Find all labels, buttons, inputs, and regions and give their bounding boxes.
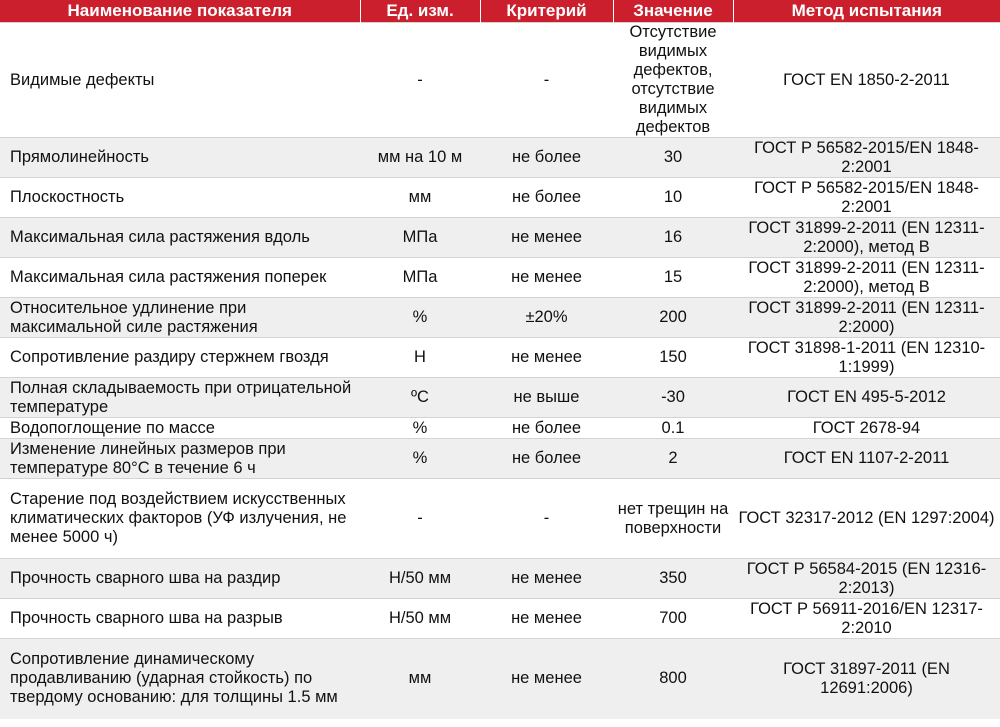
header-value: Значение [613, 0, 733, 23]
cell-name: Видимые дефекты [0, 23, 360, 138]
cell-method: ГОСТ EN 495-5-2012 [733, 378, 1000, 418]
cell-unit: мм [360, 639, 480, 719]
table-row [0, 439, 1000, 479]
cell-name: Сопротивление раздиру стержнем гвоздя [0, 338, 360, 378]
cell-value: нет трещин на поверхности [613, 479, 733, 559]
cell-criterion: не менее [480, 338, 613, 378]
cell-value: 16 [613, 218, 733, 258]
table-row [0, 178, 1000, 218]
cell-method: ГОСТ 31898-1-2011 (EN 12310-1:1999) [733, 338, 1000, 378]
cell-method: ГОСТ Р 56582-2015/EN 1848-2:2001 [733, 138, 1000, 178]
header-method: Метод испытания [733, 0, 1000, 23]
cell-value: 0.1 [613, 418, 733, 439]
table-row [0, 138, 1000, 178]
cell-name: Плоскостность [0, 178, 360, 218]
cell-name: Относительное удлинение при максимальной силе растяжения [0, 298, 360, 338]
cell-criterion: не выше [480, 378, 613, 418]
cell-value: 30 [613, 138, 733, 178]
cell-value: 15 [613, 258, 733, 298]
cell-unit: % [360, 418, 480, 439]
cell-name: Прочность сварного шва на раздир [0, 559, 360, 599]
cell-criterion: - [480, 479, 613, 559]
cell-name: Сопротивление динамическому продавливанию (ударная стойкость) по твердому основанию: для толщины 1.5 мм [0, 639, 360, 719]
cell-criterion: - [480, 23, 613, 138]
header-name: Наименование показателя [0, 0, 360, 23]
cell-unit: % [360, 298, 480, 338]
table-row [0, 418, 1000, 439]
cell-value: 10 [613, 178, 733, 218]
cell-unit: МПа [360, 258, 480, 298]
cell-name: Прочность сварного шва на разрыв [0, 599, 360, 639]
header-criterion: Критерий [480, 0, 613, 23]
cell-criterion: не менее [480, 639, 613, 719]
table-row [0, 559, 1000, 599]
table-row [0, 378, 1000, 418]
cell-method: ГОСТ 2678-94 [733, 418, 1000, 439]
cell-name: Максимальная сила растяжения вдоль [0, 218, 360, 258]
cell-criterion: ±20% [480, 298, 613, 338]
cell-unit: Н/50 мм [360, 559, 480, 599]
cell-method: ГОСТ 31897-2011 (EN 12691:2006) [733, 639, 1000, 719]
cell-criterion: не менее [480, 599, 613, 639]
cell-method: ГОСТ 31899-2-2011 (EN 12311-2:2000), метод В [733, 218, 1000, 258]
cell-criterion: не менее [480, 258, 613, 298]
cell-criterion: не менее [480, 559, 613, 599]
table-row [0, 479, 1000, 559]
cell-criterion: не более [480, 439, 613, 479]
cell-name: Полная складываемость при отрицательной температуре [0, 378, 360, 418]
cell-method: ГОСТ 31899-2-2011 (EN 12311-2:2000) [733, 298, 1000, 338]
cell-value: 2 [613, 439, 733, 479]
table-row [0, 639, 1000, 719]
cell-name: Водопоглощение по массе [0, 418, 360, 439]
table-row [0, 258, 1000, 298]
table-row [0, 338, 1000, 378]
cell-value: 200 [613, 298, 733, 338]
cell-criterion: не более [480, 178, 613, 218]
cell-unit: - [360, 23, 480, 138]
cell-unit: % [360, 439, 480, 479]
header-unit: Ед. изм. [360, 0, 480, 23]
cell-method: ГОСТ EN 1107-2-2011 [733, 439, 1000, 479]
cell-value: 150 [613, 338, 733, 378]
cell-value: -30 [613, 378, 733, 418]
cell-value: 800 [613, 639, 733, 719]
cell-name: Прямолинейность [0, 138, 360, 178]
cell-method: ГОСТ 31899-2-2011 (EN 12311-2:2000), метод В [733, 258, 1000, 298]
cell-method: ГОСТ Р 56584-2015 (EN 12316-2:2013) [733, 559, 1000, 599]
cell-unit: мм на 10 м [360, 138, 480, 178]
cell-unit: Н [360, 338, 480, 378]
cell-name: Изменение линейных размеров при температуре 80°С в течение 6 ч [0, 439, 360, 479]
cell-criterion: не более [480, 138, 613, 178]
cell-name: Максимальная сила растяжения поперек [0, 258, 360, 298]
cell-unit: - [360, 479, 480, 559]
cell-unit: Н/50 мм [360, 599, 480, 639]
cell-criterion: не более [480, 418, 613, 439]
table-row [0, 599, 1000, 639]
cell-unit: ºС [360, 378, 480, 418]
cell-name: Старение под воздействием искусственных климатических факторов (УФ излучения, не менее 5000 ч) [0, 479, 360, 559]
cell-value: 700 [613, 599, 733, 639]
cell-value: Отсутствие видимых дефектов, отсутствие видимых дефектов [613, 23, 733, 138]
table-row [0, 23, 1000, 138]
cell-method: ГОСТ Р 56582-2015/EN 1848-2:2001 [733, 178, 1000, 218]
table-row [0, 218, 1000, 258]
cell-method: ГОСТ 32317-2012 (EN 1297:2004) [733, 479, 1000, 559]
cell-unit: МПа [360, 218, 480, 258]
cell-value: 350 [613, 559, 733, 599]
cell-unit: мм [360, 178, 480, 218]
cell-method: ГОСТ Р 56911-2016/EN 12317-2:2010 [733, 599, 1000, 639]
header-row [0, 0, 1000, 23]
table-row [0, 298, 1000, 338]
cell-method: ГОСТ EN 1850-2-2011 [733, 23, 1000, 138]
cell-criterion: не менее [480, 218, 613, 258]
